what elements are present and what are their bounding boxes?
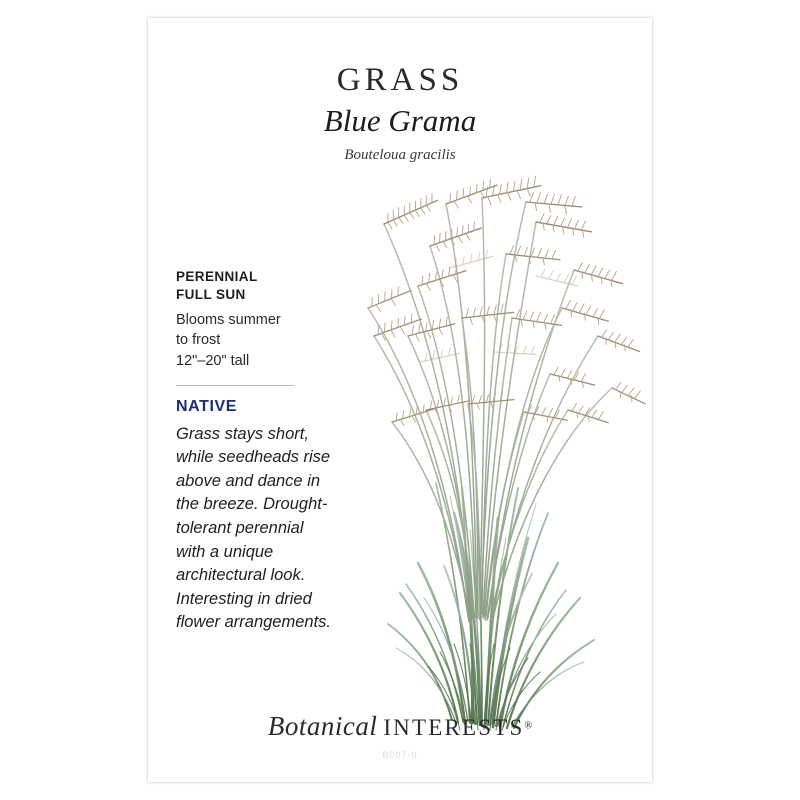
seed-packet: [148, 18, 652, 782]
sku-code: B007-9: [382, 750, 418, 760]
brand-word-botanical: Botanical: [267, 711, 378, 741]
brand-word-interests: INTERESTS: [383, 715, 525, 740]
latin-name: Bouteloua gracilis: [344, 147, 456, 164]
bloom-time-line-1: Blooms summer: [176, 311, 281, 328]
variety-name: Blue Grama: [323, 103, 477, 139]
registered-trademark-icon: ®: [524, 720, 533, 732]
plant-height: 12"–20" tall: [176, 353, 250, 370]
native-badge: NATIVE: [176, 397, 238, 415]
life-cycle-label: PERENNIAL: [176, 269, 258, 284]
common-name: GRASS: [336, 62, 464, 98]
packet-header: [148, 62, 652, 164]
brand-logo: [148, 711, 652, 742]
sun-requirement-label: FULL SUN: [176, 286, 246, 302]
divider-rule: [176, 385, 294, 386]
bloom-time-line-2: to frost: [176, 332, 221, 349]
description-text: Grass stays short, while seedheads rise above and dance in the breeze. Drought-tolerant perennial with a unique architectural look. Interesting in dried flower arrangements.: [176, 424, 331, 632]
info-block: [176, 268, 336, 635]
